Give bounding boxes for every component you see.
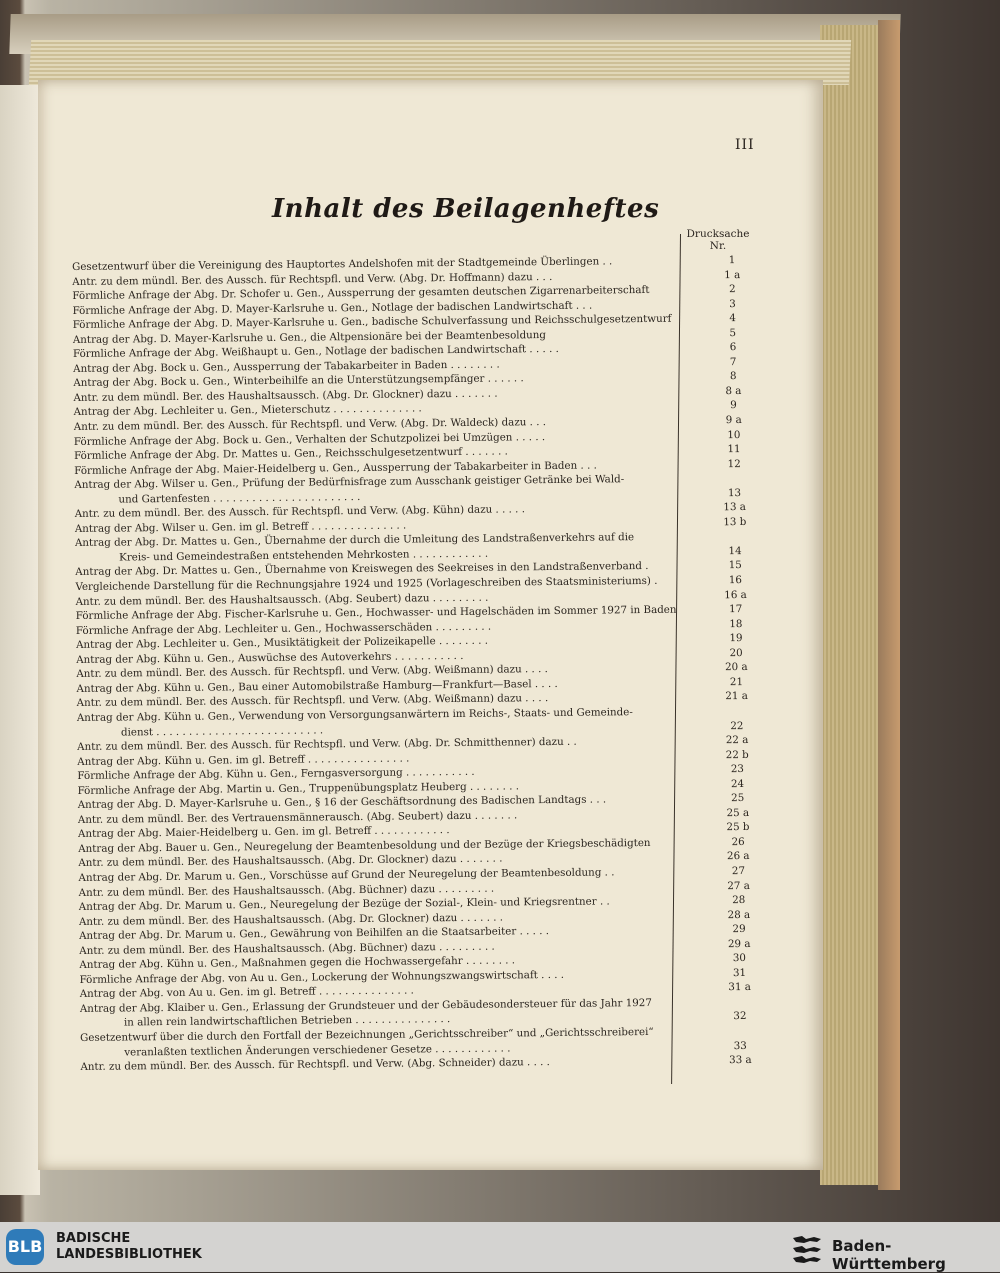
entry-text: Antrag der Abg. Bock u. Gen., Aussperrung der Tabakarbeiter in Baden . . . . . . . . (73, 356, 675, 377)
entry-number: 25 (718, 791, 758, 806)
entry-text: Gesetzentwurf über die Vereinigung des Hauptortes Andelshofen mit der Stadtgemeinde Überlingen . . (72, 254, 674, 275)
entry-number: 29 (719, 922, 759, 937)
entry-number: 20 a (716, 660, 756, 675)
entry-number: 6 (713, 340, 753, 355)
entry-number: 18 (716, 617, 756, 632)
entry-number: 13 b (715, 515, 755, 530)
entry-text: Antrag der Abg. Dr. Marum u. Gen., Vorschüsse auf Grund der Neuregelung der Beamtenbesoldung . . (78, 865, 680, 886)
entry-text: Antrag der Abg. Kühn u. Gen., Bau einer Automobilstraße Hamburg—Frankfurt—Basel . . . . (76, 676, 678, 697)
entry-text: Antr. zu dem mündl. Ber. des Haushaltsaussch. (Abg. Büchner) dazu . . . . . . . . . (79, 879, 681, 900)
entry-text: Antr. zu dem mündl. Ber. des Aussch. für Rechtspfl. und Verw. (Abg. Dr. Hoffmann) dazu . . . (72, 268, 674, 289)
entry-text: Antrag der Abg. Bock u. Gen., Winterbeihilfe an die Unterstützungsempfänger . . . . . . (73, 370, 675, 391)
entry-number: 33 a (720, 1053, 760, 1068)
page-folio: III (735, 137, 755, 153)
entry-text: Antrag der Abg. Kühn u. Gen., Maßnahmen gegen die Hochwassergefahr . . . . . . . . (79, 952, 681, 973)
blb-logo[interactable]: BLB (6, 1229, 44, 1265)
entry-number: 21 a (717, 689, 757, 704)
column-header (683, 228, 753, 252)
entry-number: 8 (713, 369, 753, 384)
entry-number: 14 (715, 544, 755, 559)
entry-number: 22 a (717, 733, 757, 748)
entry-number: 1 (712, 253, 752, 268)
bw-lions-icon[interactable] (790, 1230, 824, 1264)
entry-text: Antr. zu dem mündl. Ber. des Aussch. für Rechtspfl. und Verw. (Abg. Kühn) dazu . . . . . (75, 501, 677, 522)
entry-text: Antrag der Abg. Kühn u. Gen. im gl. Betreff . . . . . . . . . . . . . . . . (77, 748, 679, 769)
entry-number: 8 a (713, 384, 753, 399)
entry-number: 25 a (718, 806, 758, 821)
entry-text: Vergleichende Darstellung für die Rechnungsjahre 1924 und 1925 (Vorlageschreiben des Staatsministeriums) . (75, 574, 677, 595)
entry-text: Antrag der Abg. Wilser u. Gen. im gl. Betreff . . . . . . . . . . . . . . . (75, 516, 677, 537)
entry-text: Antr. zu dem mündl. Ber. des Haushaltsaussch. (Abg. Büchner) dazu . . . . . . . . . (79, 937, 681, 958)
entry-number: 10 (714, 427, 754, 442)
entry-number: 29 a (719, 937, 759, 952)
entry-number: 26 (718, 835, 758, 850)
entry-number: 31 (719, 966, 759, 981)
entry-text: Antrag der Abg. Maier-Heidelberg u. Gen. im gl. Betreff . . . . . . . . . . . . (78, 821, 680, 842)
entry-text: Antrag der Abg. Dr. Mattes u. Gen., Übernahme der durch die Umleitung des Landstraßenverkehrs auf die (75, 530, 677, 551)
entry-number: 27 (718, 864, 758, 879)
page-title: Inhalt des Beilagenheftes (272, 194, 659, 224)
entry-text: Kreis- und Gemeindestraßen entstehenden Mehrkosten . . . . . . . . . . . . (75, 545, 677, 566)
entry-text: Förmliche Anfrage der Abg. Maier-Heidelberg u. Gen., Aussperrung der Tabakarbeiter in Baden . . . (74, 457, 676, 478)
entry-text: Antr. zu dem mündl. Ber. des Aussch. für Rechtspfl. und Verw. (Abg. Weißmann) dazu . . . . (76, 661, 678, 682)
entry-number: 1 a (712, 267, 752, 282)
entry-text: Förmliche Anfrage der Abg. D. Mayer-Karlsruhe u. Gen., badische Schulverfassung und Reichsschulgesetzentwurf (73, 312, 675, 333)
entry-text: Antr. zu dem mündl. Ber. des Haushaltsaussch. (Abg. Seubert) dazu . . . . . . . . . (76, 588, 678, 609)
entry-text: Gesetzentwurf über die durch den Fortfall der Bezeichnungen „Gerichtsschreiber“ und „Gerichtsschreiberei“ (80, 1025, 682, 1046)
entry-text: Antr. zu dem mündl. Ber. des Aussch. für Rechtspfl. und Verw. (Abg. Weißmann) dazu . . . . (77, 690, 679, 711)
entry-text: Förmliche Anfrage der Abg. von Au u. Gen., Lockerung der Wohnungszwangswirtschaft . . . . (79, 966, 681, 987)
entry-text: Antrag der Abg. Lechleiter u. Gen., Musiktätigkeit der Polizeikapelle . . . . . . . . (76, 632, 678, 653)
entry-text: Antrag der Abg. Wilser u. Gen., Prüfung der Bedürfnisfrage zum Ausschank geistiger Getränke bei Wald- (74, 472, 676, 493)
entry-text: Antrag der Abg. Dr. Mattes u. Gen., Übernahme von Kreiswegen des Seekreises in den Landstraßenverband . (75, 559, 677, 580)
entry-number: 22 (717, 718, 757, 733)
entry-text: Antrag der Abg. von Au u. Gen. im gl. Betreff . . . . . . . . . . . . . . . (80, 981, 682, 1002)
entry-text: Antr. zu dem mündl. Ber. des Aussch. für Rechtspfl. und Verw. (Abg. Dr. Waldeck) dazu . . . (74, 414, 676, 435)
entry-text: Antrag der Abg. Klaiber u. Gen., Erlassung der Grundsteuer und der Gebäudesondersteuer für das Jahr 1927 (80, 996, 682, 1017)
entry-text: Förmliche Anfrage der Abg. Fischer-Karlsruhe u. Gen., Hochwasser- und Hagelschäden im Sommer 1927 in Baden (76, 603, 678, 624)
entry-number: 9 a (714, 413, 754, 428)
footer-bar (0, 1222, 1000, 1272)
entry-text: Förmliche Anfrage der Abg. Dr. Schofer u. Gen., Aussperrung der gesamten deutschen Zigarrenarbeiterschaft (72, 283, 674, 304)
entry-text: Förmliche Anfrage der Abg. Weißhaupt u. Gen., Notlage der badischen Landwirtschaft . . . . . (73, 341, 675, 362)
entry-number: 22 b (717, 747, 757, 762)
entry-text: Förmliche Anfrage der Abg. Lechleiter u. Gen., Hochwasserschäden . . . . . . . . . (76, 617, 678, 638)
blb-name-line2: LANDESBIBLIOTHEK (56, 1247, 202, 1263)
entry-text: Antrag der Abg. Kühn u. Gen., Auswüchse des Autoverkehrs . . . . . . . . . . . (76, 646, 678, 667)
entry-number: 31 a (720, 980, 760, 995)
page-block-top (29, 40, 851, 85)
entry-number: 28 a (719, 907, 759, 922)
entry-text: Förmliche Anfrage der Abg. Kühn u. Gen., Ferngasversorgung . . . . . . . . . . . (77, 763, 679, 784)
entry-text: Antrag der Abg. Kühn u. Gen., Verwendung von Versorgungsanwärtern im Reichs-, Staats- und Gemeinde- (77, 705, 679, 726)
entry-number: 5 (713, 326, 753, 341)
entry-number: 19 (716, 631, 756, 646)
entry-number: 21 (716, 675, 756, 690)
entry-text: Antrag der Abg. D. Mayer-Karlsruhe u. Gen., § 16 der Geschäftsordnung des Badischen Landtags . . . (78, 792, 680, 813)
entry-text: Förmliche Anfrage der Abg. Dr. Mattes u. Gen., Reichsschulgesetzentwurf . . . . . . . (74, 443, 676, 464)
entry-text: veranlaßten textlichen Änderungen verschiedener Gesetze . . . . . . . . . . . . (80, 1039, 682, 1060)
blb-name-line1: BADISCHE (56, 1231, 202, 1247)
entry-number: 2 (712, 282, 752, 297)
entry-text: Antr. zu dem mündl. Ber. des Aussch. für Rechtspfl. und Verw. (Abg. Schneider) dazu . . . . (80, 1054, 682, 1075)
entry-text: und Gartenfesten . . . . . . . . . . . . . . . . . . . . . . . (74, 486, 676, 507)
blb-name (56, 1231, 202, 1263)
contents-list (72, 253, 770, 1075)
entry-number: 15 (715, 558, 755, 573)
entry-number: 13 a (715, 500, 755, 515)
entry-number: 28 (719, 893, 759, 908)
entry-text: Förmliche Anfrage der Abg. Bock u. Gen., Verhalten der Schutzpolizei bei Umzügen . . . . . (74, 428, 676, 449)
entry-number: 27 a (719, 878, 759, 893)
book-cover-side (878, 20, 900, 1190)
entry-number: 16 (715, 573, 755, 588)
entry-number: 11 (714, 442, 754, 457)
entry-number: 32 (720, 1009, 760, 1024)
entry-number: 17 (716, 602, 756, 617)
entry-text: Antr. zu dem mündl. Ber. des Haushaltsaussch. (Abg. Dr. Glockner) dazu . . . . . . . (79, 908, 681, 929)
entry-number: 33 (720, 1038, 760, 1053)
entry-text: Antr. zu dem mündl. Ber. des Vertrauensmännerausch. (Abg. Seubert) dazu . . . . . . . (78, 806, 680, 827)
entry-text: Antr. zu dem mündl. Ber. des Aussch. für Rechtspfl. und Verw. (Abg. Dr. Schmitthenner) dazu . . (77, 734, 679, 755)
entry-text: Antr. zu dem mündl. Ber. des Haushaltsaussch. (Abg. Dr. Glockner) dazu . . . . . . . (78, 850, 680, 871)
entry-text: Antrag der Abg. Bauer u. Gen., Neuregelung der Beamtenbesoldung und der Bezüge der Kriegsbeschädigten (78, 836, 680, 857)
entry-number: 4 (713, 311, 753, 326)
left-page-sliver (0, 85, 40, 1195)
entry-number: 25 b (718, 820, 758, 835)
entry-number: 30 (719, 951, 759, 966)
entry-text: Förmliche Anfrage der Abg. Martin u. Gen., Truppenübungsplatz Heuberg . . . . . . . . (77, 777, 679, 798)
entry-text: Antrag der Abg. D. Mayer-Karlsruhe u. Gen., die Altpensionäre bei der Beamtenbesoldung (73, 326, 675, 347)
entry-number: 26 a (718, 849, 758, 864)
entry-text: Antrag der Abg. Lechleiter u. Gen., Mieterschutz . . . . . . . . . . . . . . (74, 399, 676, 420)
entry-number: 16 a (715, 587, 755, 602)
entry-text: in allen rein landwirtschaftlichen Betrieben . . . . . . . . . . . . . . . (80, 1010, 682, 1031)
bw-name[interactable]: Baden-Württemberg (832, 1237, 1000, 1273)
entry-text: Förmliche Anfrage der Abg. D. Mayer-Karlsruhe u. Gen., Notlage der badischen Landwirtschaft . . . (72, 297, 674, 318)
entry-number: 13 (714, 486, 754, 501)
entry-number: 23 (717, 762, 757, 777)
entry-text: Antr. zu dem mündl. Ber. des Haushaltsaussch. (Abg. Dr. Glockner) dazu . . . . . . . (73, 385, 675, 406)
entry-text: Antrag der Abg. Dr. Marum u. Gen., Neuregelung der Bezüge der Sozial-, Klein- und Kriegsrentner . . (79, 894, 681, 915)
entry-text: dienst . . . . . . . . . . . . . . . . . . . . . . . . . . (77, 719, 679, 740)
entry-text: Antrag der Abg. Dr. Marum u. Gen., Gewährung von Beihilfen an die Staatsarbeiter . . . . . (79, 923, 681, 944)
column-header-line1: Drucksache (683, 228, 753, 240)
entry-number: 7 (713, 355, 753, 370)
entry-number: 20 (716, 646, 756, 661)
column-header-line2: Nr. (683, 240, 753, 252)
entry-number: 12 (714, 457, 754, 472)
entry-number: 3 (712, 297, 752, 312)
entry-number: 9 (713, 398, 753, 413)
entry-number: 24 (717, 777, 757, 792)
